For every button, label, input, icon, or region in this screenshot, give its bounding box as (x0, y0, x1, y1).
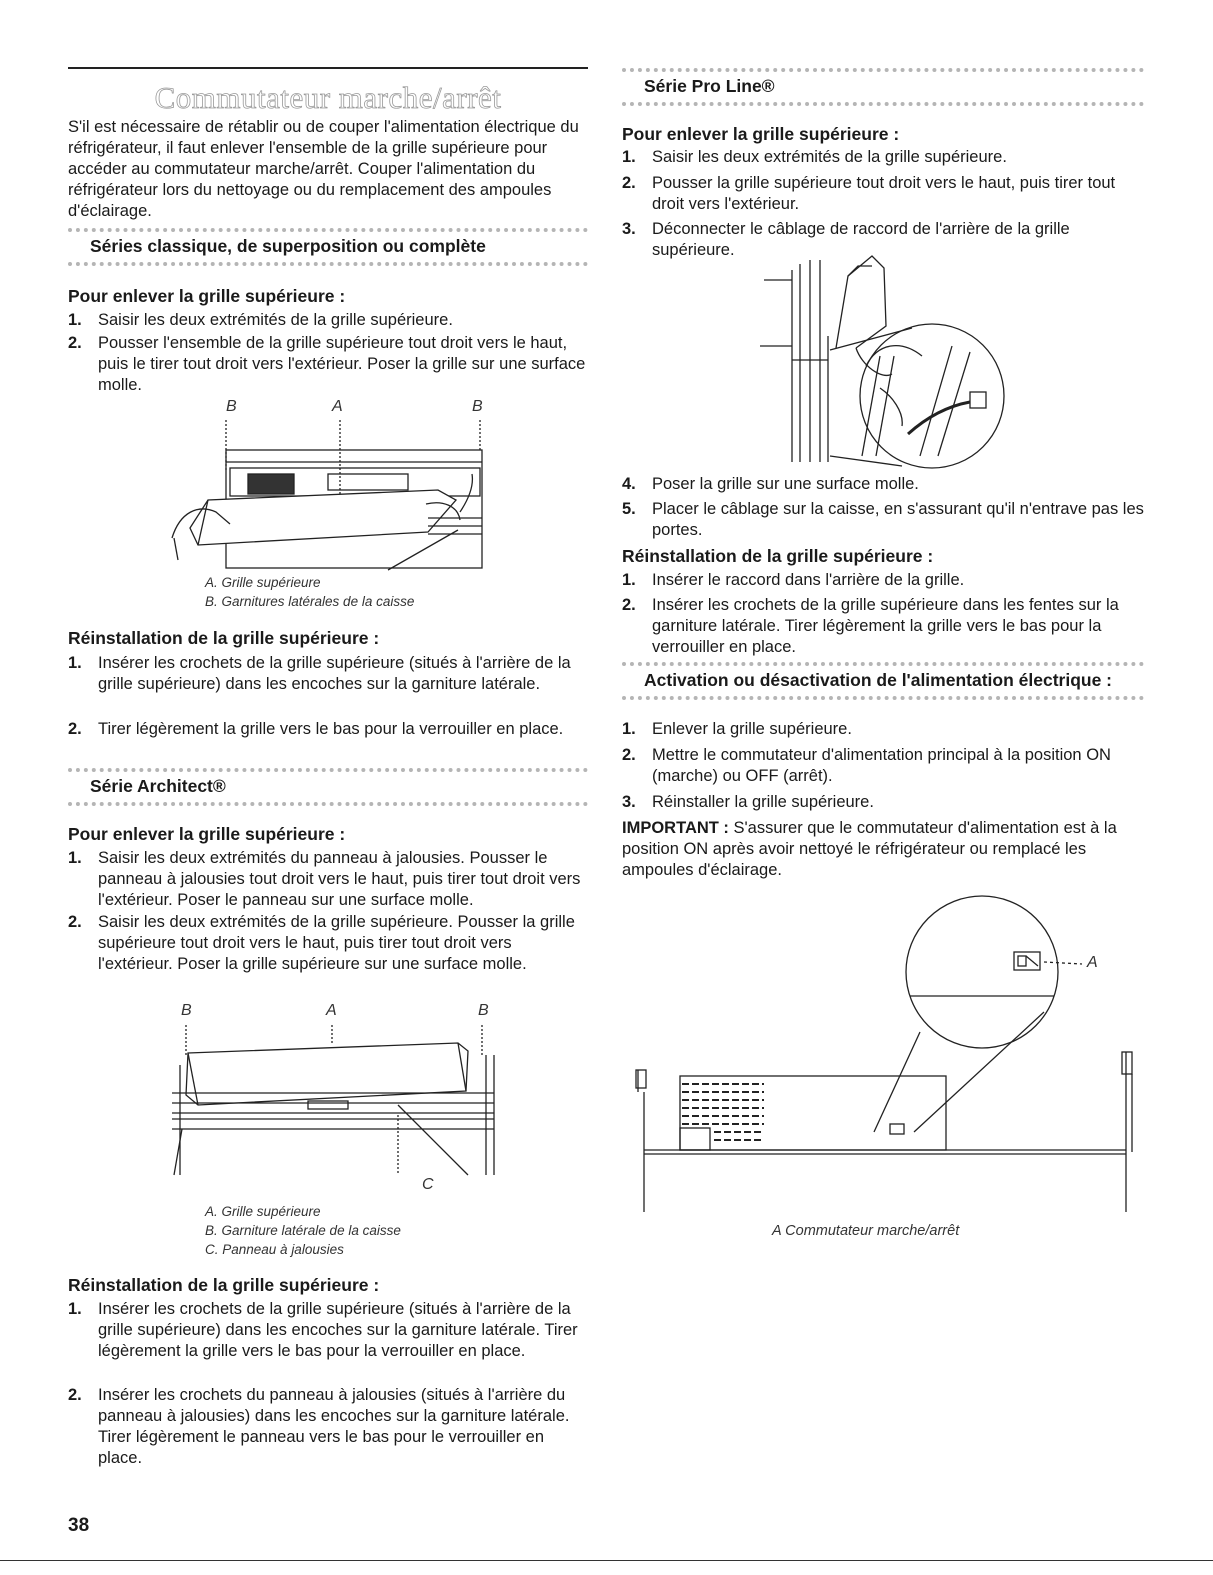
section-header-power (622, 662, 1144, 700)
step-text: Saisir les deux extrémités du panneau à jalousies. Pousser le panneau à jalousies tout droit vers le haut, puis tirer tout droit vers l'extérieur. Poser le panneau sur une surface molle. (98, 849, 581, 909)
step-number: 2. (68, 913, 82, 931)
power-figure-label-a: A (1087, 954, 1098, 971)
section-header-classic-text: Séries classique, de superposition ou complète (90, 236, 486, 256)
step-text: Pousser l'ensemble de la grille supérieure tout droit vers le haut, puis le tirer tout droit vers l'extérieur. Poser la grille sur une surface molle. (98, 334, 586, 394)
step-number: 1. (68, 311, 82, 329)
step-text: Insérer les crochets du panneau à jalousies (situés à l'arrière du panneau à jalousies) dans les encoches sur la garniture latérale. Tirer légèrement le panneau vers le bas pour le verrouiller en place. (98, 1386, 570, 1467)
step-number: 4. (622, 475, 636, 493)
step-text: Poser la grille sur une surface molle. (652, 475, 919, 493)
proline-reinstall-step-2 (622, 595, 1144, 658)
step-text: Insérer le raccord dans l'arrière de la grille. (652, 571, 965, 589)
figure1-label-b-left: B (226, 398, 237, 415)
power-step-2 (622, 745, 1144, 787)
figure1-caption-b: B. Garnitures latérales de la caisse (205, 594, 415, 609)
classic-remove-step-2 (68, 333, 588, 396)
step-text: Insérer les crochets de la grille supérieure dans les fentes sur la garniture latérale. Tirer légèrement la grille vers le bas pour la verrouiller en place. (652, 596, 1119, 656)
step-text: Tirer légèrement la grille vers le bas pour la verrouiller en place. (98, 720, 564, 738)
step-text: Saisir les deux extrémités de la grille supérieure. (652, 148, 1007, 166)
section-header-architect (68, 768, 588, 806)
architect-remove-title: Pour enlever la grille supérieure : (68, 824, 346, 844)
power-figure-caption: A Commutateur marche/arrêt (772, 1223, 960, 1239)
figure1-label-a: A (332, 398, 343, 415)
grille-removal-illustration (168, 420, 508, 580)
step-number: 3. (622, 220, 636, 238)
title-rule (68, 67, 588, 69)
section-header-architect-text: Série Architect® (90, 776, 226, 796)
architect-reinstall-step-1 (68, 1299, 588, 1362)
step-text: Placer le câblage sur la caisse, en s'assurant qu'il n'entrave pas les portes. (652, 500, 1144, 539)
wiring-connector-illustration (752, 256, 1017, 468)
step-text: Réinstaller la grille supérieure. (652, 793, 874, 811)
step-text: Saisir les deux extrémités de la grille supérieure. Pousser la grille supérieure tout droit vers le haut, puis tirer tout droit vers l'extérieur. Poser la grille supérieure sur une surface molle. (98, 913, 575, 973)
architect-reinstall-step-2 (68, 1385, 588, 1469)
classic-remove-title: Pour enlever la grille supérieure : (68, 286, 346, 306)
step-number: 2. (68, 1386, 82, 1404)
step-number: 1. (68, 654, 82, 672)
step-text: Enlever la grille supérieure. (652, 720, 852, 738)
figure2-caption-c: C. Panneau à jalousies (205, 1242, 344, 1257)
figure2-caption-b: B. Garniture latérale de la caisse (205, 1223, 401, 1238)
power-step-3 (622, 792, 1144, 813)
step-number: 1. (68, 849, 82, 867)
step-text: Saisir les deux extrémités de la grille supérieure. (98, 311, 453, 329)
figure1-caption-a: A. Grille supérieure (205, 575, 321, 590)
important-note (622, 818, 1144, 881)
step-text: Mettre le commutateur d'alimentation principal à la position ON (marche) ou OFF (arrêt). (652, 746, 1111, 785)
intro-paragraph: S'il est nécessaire de rétablir ou de couper l'alimentation électrique du réfrigérateur, il faut enlever l'ensemble de la grille supérieure pour accéder au commutateur marche/arrêt. Couper l'alimentation du réfrigérateur lors du nettoyage ou du remplacement des ampoules d'éclairage. (68, 118, 579, 220)
power-step-1 (622, 719, 1144, 740)
figure1-label-b-right: B (472, 398, 483, 415)
important-label: IMPORTANT : (622, 819, 729, 837)
proline-reinstall-title: Réinstallation de la grille supérieure : (622, 546, 934, 566)
classic-reinstall-step-2 (68, 719, 588, 740)
step-text: Insérer les crochets de la grille supérieure (situés à l'arrière de la grille supérieure) dans les encoches sur la garniture latérale. (98, 654, 571, 693)
classic-reinstall-step-1 (68, 653, 588, 695)
step-number: 2. (622, 174, 636, 192)
figure2-label-b-right: B (478, 1002, 489, 1019)
figure2-caption-a: A. Grille supérieure (205, 1204, 321, 1219)
section-header-proline-text: Série Pro Line® (644, 76, 775, 96)
important-text: S'assurer que le commutateur d'alimentation est à la position ON après avoir nettoyé le réfrigérateur ou remplacé les ampoules d'éclairage. (622, 819, 1117, 879)
step-number: 5. (622, 500, 636, 518)
step-number: 3. (622, 793, 636, 811)
figure2-label-a: A (326, 1002, 337, 1019)
section-header-power-text: Activation ou désactivation de l'alimentation électrique : (644, 670, 1113, 690)
proline-reinstall-step-1 (622, 570, 1144, 591)
architect-remove-step-2 (68, 912, 588, 975)
step-number: 2. (622, 746, 636, 764)
proline-remove-step-3 (622, 219, 1144, 261)
section-header-classic (68, 228, 588, 266)
classic-remove-step-1 (68, 310, 588, 331)
architect-reinstall-title: Réinstallation de la grille supérieure : (68, 1275, 380, 1295)
step-number: 1. (68, 1300, 82, 1318)
proline-remove-step-2 (622, 173, 1144, 215)
proline-remove-step-4 (622, 474, 1144, 495)
step-text: Pousser la grille supérieure tout droit vers le haut, puis tirer tout droit vers l'extérieur. (652, 174, 1116, 213)
step-text: Déconnecter le câblage de raccord de l'arrière de la grille supérieure. (652, 220, 1070, 259)
page-title: Commutateur marche/arrêt (154, 80, 502, 115)
step-number: 2. (68, 720, 82, 738)
architect-remove-step-1 (68, 848, 588, 911)
section-header-proline (622, 68, 1144, 106)
proline-remove-step-5 (622, 499, 1144, 541)
step-number: 1. (622, 720, 636, 738)
step-number: 1. (622, 571, 636, 589)
page-number: 38 (68, 1515, 90, 1536)
proline-remove-title: Pour enlever la grille supérieure : (622, 124, 900, 144)
figure2-label-b-left: B (181, 1002, 192, 1019)
step-text: Insérer les crochets de la grille supérieure (situés à l'arrière de la grille supérieure) dans les encoches sur la garniture latérale. Tirer légèrement la grille vers le bas pour la verrouiller en place. (98, 1300, 578, 1360)
power-switch-illustration (634, 892, 1144, 1217)
step-number: 2. (68, 334, 82, 352)
step-number: 1. (622, 148, 636, 166)
classic-reinstall-title: Réinstallation de la grille supérieure : (68, 628, 380, 648)
step-number: 2. (622, 596, 636, 614)
figure2-label-c: C (422, 1176, 434, 1193)
bottom-rule (0, 1560, 1213, 1561)
proline-remove-step-1 (622, 147, 1144, 168)
louver-grille-illustration (168, 1025, 498, 1185)
